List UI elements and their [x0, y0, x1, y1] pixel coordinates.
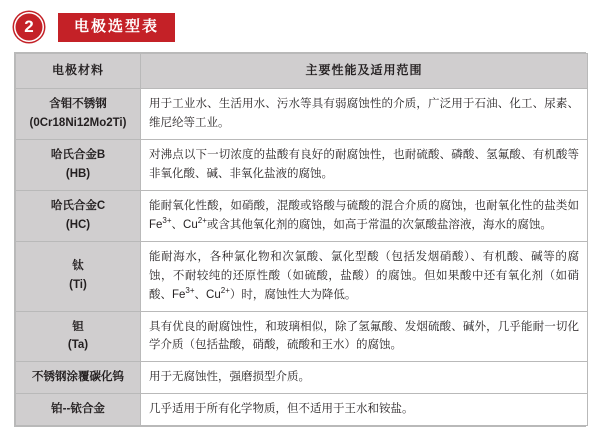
cell-material — [16, 394, 141, 426]
table-row — [16, 88, 588, 139]
electrode-selection-table — [15, 53, 588, 426]
material-line: (HB) — [65, 167, 91, 180]
cell-description: 具有优良的耐腐蚀性，和玻璃相似，除了氢氟酸、发烟硫酸、碱外，几乎能耐一切化学介质（包括盐酸，硝酸，硫酸和王水）的腐蚀。 — [141, 311, 588, 362]
column-header-description: 主要性能及适用范围 — [141, 54, 588, 89]
material-line: 不锈钢涂覆碳化钨 — [32, 371, 124, 384]
material-line: 钽 — [72, 320, 84, 333]
material-line: (Ta) — [67, 339, 89, 352]
electrode-selection-table-wrapper — [14, 52, 586, 427]
table-body — [16, 88, 588, 426]
cell-material — [16, 190, 141, 241]
table-row — [16, 394, 588, 426]
column-header-material: 电极材料 — [16, 54, 141, 89]
table-row — [16, 362, 588, 394]
table-row — [16, 241, 588, 311]
material-line: 哈氏合金C — [50, 199, 106, 212]
cell-material — [16, 139, 141, 190]
cell-material — [16, 362, 141, 394]
cell-description: 能耐海水，各种氯化物和次氯酸、氯化型酸（包括发烟硝酸）、有机酸、碱等的腐蚀，不耐较纯的还原性酸（如硫酸，盐酸）的腐蚀。但如果酸中还有氧化剂（如硝酸、$Fe^{3+}$、$Cu^{2+}$）时，腐蚀性大为降低。 — [141, 241, 588, 311]
cell-description: 能耐氧化性酸，如硝酸，混酸或铬酸与硫酸的混合介质的腐蚀，也耐氧化性的盐类如$Fe^{3+}$、$Cu^{2+}$或含其他氧化剂的腐蚀，如高于常温的次氯酸盐溶液，海水的腐蚀。 — [141, 190, 588, 241]
table-row — [16, 190, 588, 241]
material-line: 钛 — [72, 260, 84, 273]
material-line: (Ti) — [69, 279, 87, 292]
page-title: 电极选型表 — [58, 13, 175, 42]
cell-material — [16, 311, 141, 362]
cell-description: 用于无腐蚀性，强磨损型介质。 — [141, 362, 588, 394]
cell-description: 几乎适用于所有化学物质，但不适用于王水和铵盐。 — [141, 394, 588, 426]
cell-description: 用于工业水、生活用水、污水等具有弱腐蚀性的介质，广泛用于石油、化工、尿素、维尼纶等工业。 — [141, 88, 588, 139]
table-row — [16, 139, 588, 190]
material-line: (HC) — [65, 218, 91, 231]
table-header-row — [16, 54, 588, 89]
material-line: 哈氏合金B — [50, 148, 106, 161]
material-line: 含钼不锈钢 — [49, 97, 107, 110]
cell-description: 对沸点以下一切浓度的盐酸有良好的耐腐蚀性，也耐硫酸、磷酸、氢氟酸、有机酸等非氧化酸、碱、非氧化盐液的腐蚀。 — [141, 139, 588, 190]
material-line: 铂--铱合金 — [51, 403, 105, 416]
table-row — [16, 311, 588, 362]
cell-material — [16, 88, 141, 139]
material-line: (0Cr18Ni12Mo2Ti) — [29, 116, 127, 129]
cell-material — [16, 241, 141, 311]
section-number-badge: 2 — [14, 12, 44, 42]
page-header — [0, 0, 600, 44]
